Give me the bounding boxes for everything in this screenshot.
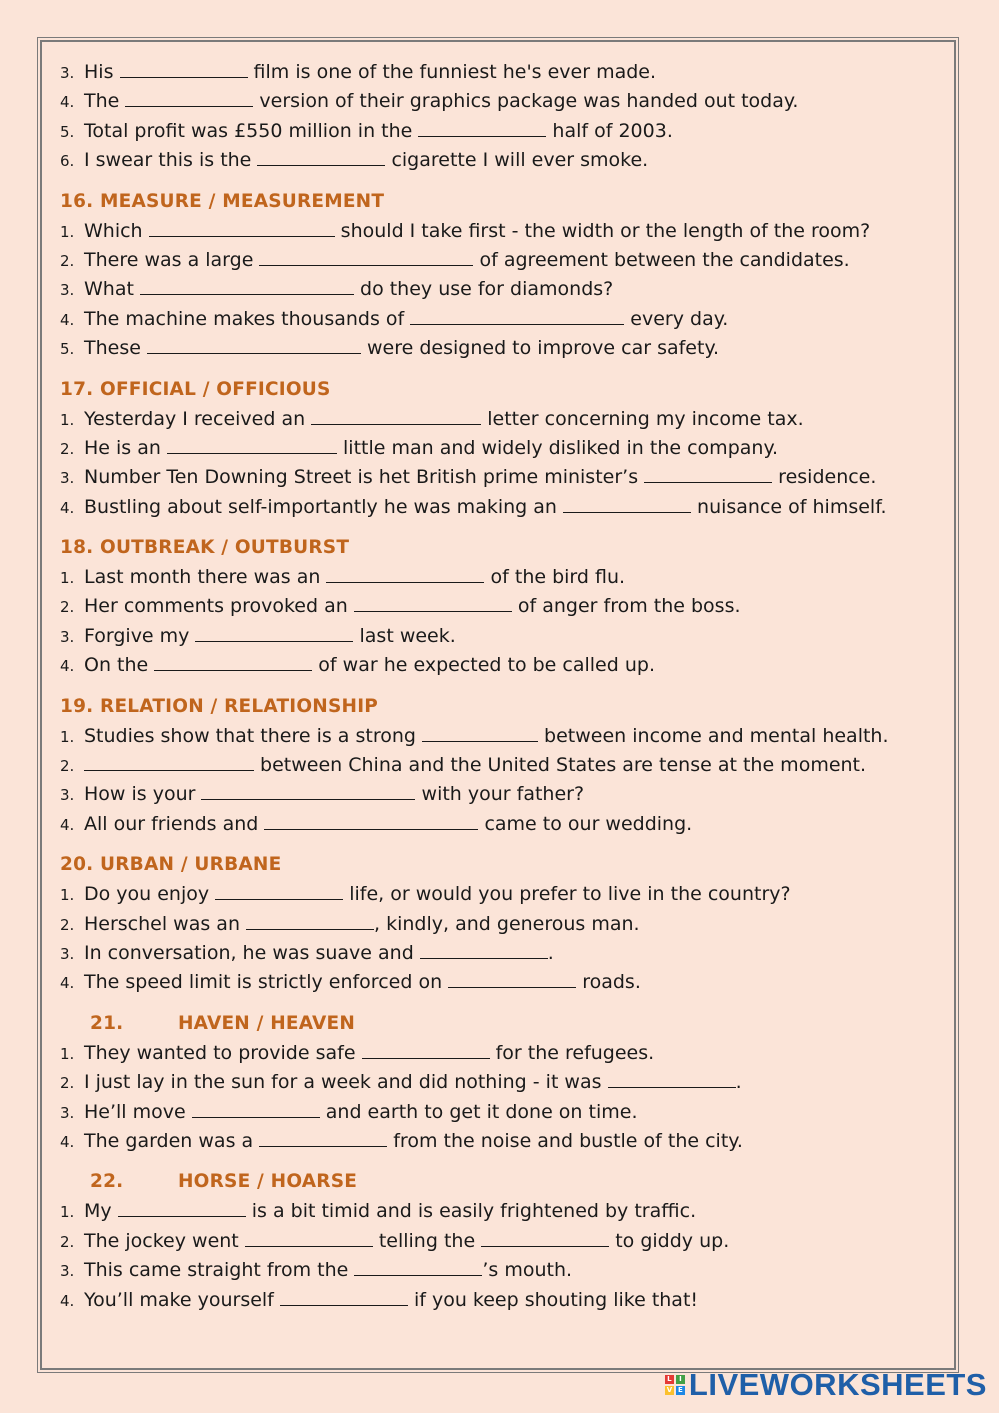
section-heading-text: 17. OFFICIAL / OFFICIOUS (60, 378, 331, 400)
exercise-item (60, 217, 950, 246)
answer-blank[interactable] (120, 63, 248, 78)
item-number: 1. (60, 727, 75, 746)
item-number: 1. (60, 569, 75, 588)
answer-blank[interactable] (311, 410, 481, 425)
item-text: telling the (372, 1229, 482, 1252)
item-text: He’ll move (84, 1100, 192, 1123)
exercise-section (60, 375, 950, 523)
item-number: 4. (60, 657, 75, 676)
item-number: 3. (60, 64, 75, 82)
item-number: 1. (60, 1203, 75, 1222)
exercise-item (60, 117, 950, 146)
answer-blank[interactable] (481, 1232, 609, 1247)
item-text: should I take first - the width or the length of the room? (334, 219, 871, 242)
item-number: 3. (60, 281, 75, 300)
item-text: Which (84, 219, 149, 242)
answer-blank[interactable] (410, 310, 624, 325)
brand-name: LIVEWORKSHEETS (688, 1367, 987, 1402)
item-text: of agreement between the candidates. (473, 248, 850, 271)
exercise-item (60, 939, 950, 968)
item-number: 1. (60, 1044, 75, 1063)
item-text: Bustling about self-importantly he was making an (84, 495, 563, 518)
exercise-item (60, 810, 950, 839)
item-text: You’ll make yourself (84, 1288, 280, 1311)
exercise-item (60, 1098, 950, 1127)
exercise-section (60, 187, 950, 364)
exercise-item (60, 305, 950, 334)
exercise-item (60, 405, 950, 434)
exercise-item (60, 1197, 950, 1226)
item-number: 5. (60, 122, 75, 141)
exercise-item (60, 880, 950, 909)
item-text: little man and widely disliked in the company. (336, 436, 779, 459)
answer-blank[interactable] (140, 280, 354, 295)
item-number: 3. (60, 944, 75, 963)
item-text: residence. (772, 466, 877, 489)
item-text: Forgive my (84, 624, 196, 647)
exercise-item (60, 1256, 950, 1285)
item-text: of anger from the boss. (511, 595, 741, 618)
item-text: . (547, 941, 554, 964)
item-number: 3. (60, 1103, 75, 1122)
answer-blank[interactable] (245, 1232, 373, 1247)
item-text: The garden was a (84, 1129, 260, 1152)
exercise-section (60, 692, 950, 840)
answer-blank[interactable] (215, 885, 343, 900)
item-text: half of 2003. (546, 119, 673, 142)
answer-blank[interactable] (167, 439, 337, 454)
answer-blank[interactable] (354, 1261, 482, 1276)
answer-blank[interactable] (608, 1073, 736, 1088)
item-text: Yesterday I received an (84, 407, 312, 430)
item-text: and earth to get it done on time. (319, 1100, 638, 1123)
answer-blank[interactable] (154, 656, 312, 671)
exercise-section (60, 533, 950, 681)
item-number: 2. (60, 757, 75, 776)
answer-blank[interactable] (149, 222, 335, 237)
exercise-section (60, 1167, 950, 1315)
item-number: 1. (60, 410, 75, 429)
worksheet-content (60, 58, 950, 1326)
item-number: 3. (60, 469, 75, 488)
item-number: 3. (60, 1262, 75, 1281)
answer-blank[interactable] (280, 1291, 408, 1306)
item-text: do they use for diamonds? (353, 278, 614, 301)
item-text: letter concerning my income tax. (481, 407, 804, 430)
answer-blank[interactable] (264, 815, 478, 830)
item-text: to giddy up. (609, 1229, 730, 1252)
item-text: last week. (353, 624, 456, 647)
item-text: The machine makes thousands of (84, 307, 411, 330)
item-text: with your father? (415, 783, 585, 806)
liveworksheets-logo[interactable] (665, 1365, 987, 1405)
item-text: for the refugees. (489, 1041, 655, 1064)
exercise-item (60, 87, 950, 116)
item-text: every day. (624, 307, 729, 330)
item-text: cigarette I will ever smoke. (385, 149, 649, 172)
answer-blank[interactable] (192, 1103, 320, 1118)
answer-blank[interactable] (118, 1202, 246, 1217)
item-text: version of their graphics package was handed out today. (253, 90, 799, 113)
section-heading (60, 692, 950, 722)
section-heading (60, 850, 950, 880)
item-text: Herschel was an (84, 912, 247, 935)
exercise-item (60, 493, 950, 522)
item-text: What (84, 278, 140, 301)
item-text: In conversation, he was suave and (84, 941, 420, 964)
item-number: 6. (60, 152, 75, 171)
answer-blank[interactable] (259, 251, 473, 266)
item-number: 4. (60, 815, 75, 834)
exercise-section (60, 850, 950, 998)
item-text: They wanted to provide safe (84, 1041, 362, 1064)
item-number: 2. (60, 1232, 75, 1251)
answer-blank[interactable] (422, 727, 538, 742)
item-text: I swear this is the (84, 149, 258, 172)
item-text: between income and mental health. (538, 724, 889, 747)
section-heading (60, 1167, 950, 1197)
exercise-item (60, 1068, 950, 1097)
item-text: How is your (84, 783, 202, 806)
section-heading-text: 20. URBAN / URBANE (60, 854, 282, 876)
item-text: ’s mouth. (482, 1259, 573, 1282)
item-number: 2. (60, 251, 75, 270)
exercise-item (60, 275, 950, 304)
item-text: His (84, 61, 120, 83)
section-heading-text: HORSE / HOARSE (178, 1171, 358, 1193)
exercise-section (60, 58, 950, 176)
item-text: Studies show that there is a strong (84, 724, 423, 747)
exercise-item (60, 751, 950, 780)
section-heading-text: HAVEN / HEAVEN (178, 1012, 356, 1034)
item-text: These (84, 337, 147, 360)
answer-blank[interactable] (418, 122, 546, 137)
item-number: 4. (60, 310, 75, 329)
exercise-item (60, 910, 950, 939)
answer-blank[interactable] (420, 944, 548, 959)
item-text: I just lay in the sun for a week and did nothing - it was (84, 1071, 608, 1094)
exercise-item (60, 651, 950, 680)
exercise-item (60, 434, 950, 463)
item-number: 3. (60, 627, 75, 646)
item-text: life, or would you prefer to live in the country? (343, 883, 791, 906)
item-text: On the (84, 654, 155, 677)
item-text: He is an (84, 436, 167, 459)
item-text: if you keep shouting like that! (407, 1288, 699, 1311)
item-text: Total profit was £550 million in the (84, 119, 419, 142)
item-number: 4. (60, 1291, 75, 1310)
item-number: 4. (60, 974, 75, 993)
item-number: 4. (60, 1132, 75, 1151)
item-text: between China and the United States are tense at the moment. (254, 754, 867, 777)
logo-mark-icon: L I V E (665, 1375, 685, 1395)
item-number: 2. (60, 1074, 75, 1093)
exercise-item (60, 146, 950, 175)
item-number: 5. (60, 340, 75, 359)
item-text: Her comments provoked an (84, 595, 354, 618)
section-heading-text: 19. RELATION / RELATIONSHIP (60, 695, 379, 717)
item-text: The speed limit is strictly enforced on (84, 971, 449, 994)
item-text: This came straight from the (84, 1259, 355, 1282)
item-text: The jockey went (84, 1229, 245, 1252)
exercise-item (60, 58, 950, 87)
answer-blank[interactable] (147, 339, 361, 354)
item-text: There was a large (84, 248, 260, 271)
exercise-item (60, 1039, 950, 1068)
section-heading-number: 21. (90, 1012, 124, 1034)
item-number: 4. (60, 93, 75, 112)
exercise-item (60, 563, 950, 592)
item-number: 4. (60, 498, 75, 517)
exercise-section (60, 1009, 950, 1157)
item-text: from the noise and bustle of the city. (387, 1129, 743, 1152)
answer-blank[interactable] (448, 973, 576, 988)
answer-blank[interactable] (125, 92, 253, 107)
item-text: Last month there was an (84, 566, 327, 589)
item-text: Do you enjoy (84, 883, 216, 906)
exercise-item (60, 1127, 950, 1156)
answer-blank[interactable] (257, 151, 385, 166)
item-text: Number Ten Downing Street is het British prime minister’s (84, 466, 645, 489)
section-heading-number: 22. (90, 1171, 124, 1193)
answer-blank[interactable] (195, 627, 353, 642)
section-heading-text: 18. OUTBREAK / OUTBURST (60, 537, 350, 559)
item-text: All our friends and (84, 812, 265, 835)
answer-blank[interactable] (259, 1132, 387, 1147)
item-text: nuisance of himself. (690, 495, 887, 518)
answer-blank[interactable] (362, 1044, 490, 1059)
item-text: film is one of the funniest he's ever made. (247, 61, 657, 83)
answer-blank[interactable] (201, 785, 415, 800)
section-heading (60, 533, 950, 563)
exercise-item (60, 968, 950, 997)
item-text: , kindly, and generous man. (374, 912, 640, 935)
exercise-item (60, 246, 950, 275)
item-number: 2. (60, 598, 75, 617)
answer-blank[interactable] (563, 498, 691, 513)
item-number: 3. (60, 786, 75, 805)
item-text: of the bird flu. (484, 566, 626, 589)
exercise-item (60, 722, 950, 751)
item-number: 1. (60, 886, 75, 905)
section-heading-text: 16. MEASURE / MEASUREMENT (60, 190, 385, 212)
answer-blank[interactable] (644, 468, 772, 483)
item-text: were designed to improve car safety. (360, 337, 720, 360)
exercise-item (60, 334, 950, 363)
item-text: The (84, 90, 126, 113)
exercise-item (60, 463, 950, 492)
item-text: My (84, 1200, 118, 1223)
section-heading (60, 1009, 950, 1039)
item-number: 2. (60, 915, 75, 934)
answer-blank[interactable] (246, 915, 374, 930)
exercise-item (60, 1286, 950, 1315)
item-text: roads. (576, 971, 641, 994)
item-text: came to our wedding. (478, 812, 693, 835)
item-text: is a bit timid and is easily frightened by traffic. (245, 1200, 697, 1223)
item-number: 2. (60, 439, 75, 458)
exercise-item (60, 1227, 950, 1256)
exercise-item (60, 780, 950, 809)
item-text: . (735, 1071, 742, 1094)
section-heading (60, 375, 950, 405)
exercise-item (60, 622, 950, 651)
answer-blank[interactable] (354, 597, 512, 612)
section-heading (60, 187, 950, 217)
answer-blank[interactable] (326, 568, 484, 583)
item-number: 1. (60, 222, 75, 241)
answer-blank[interactable] (84, 756, 254, 771)
exercise-item (60, 592, 950, 621)
item-text: of war he expected to be called up. (312, 654, 655, 677)
